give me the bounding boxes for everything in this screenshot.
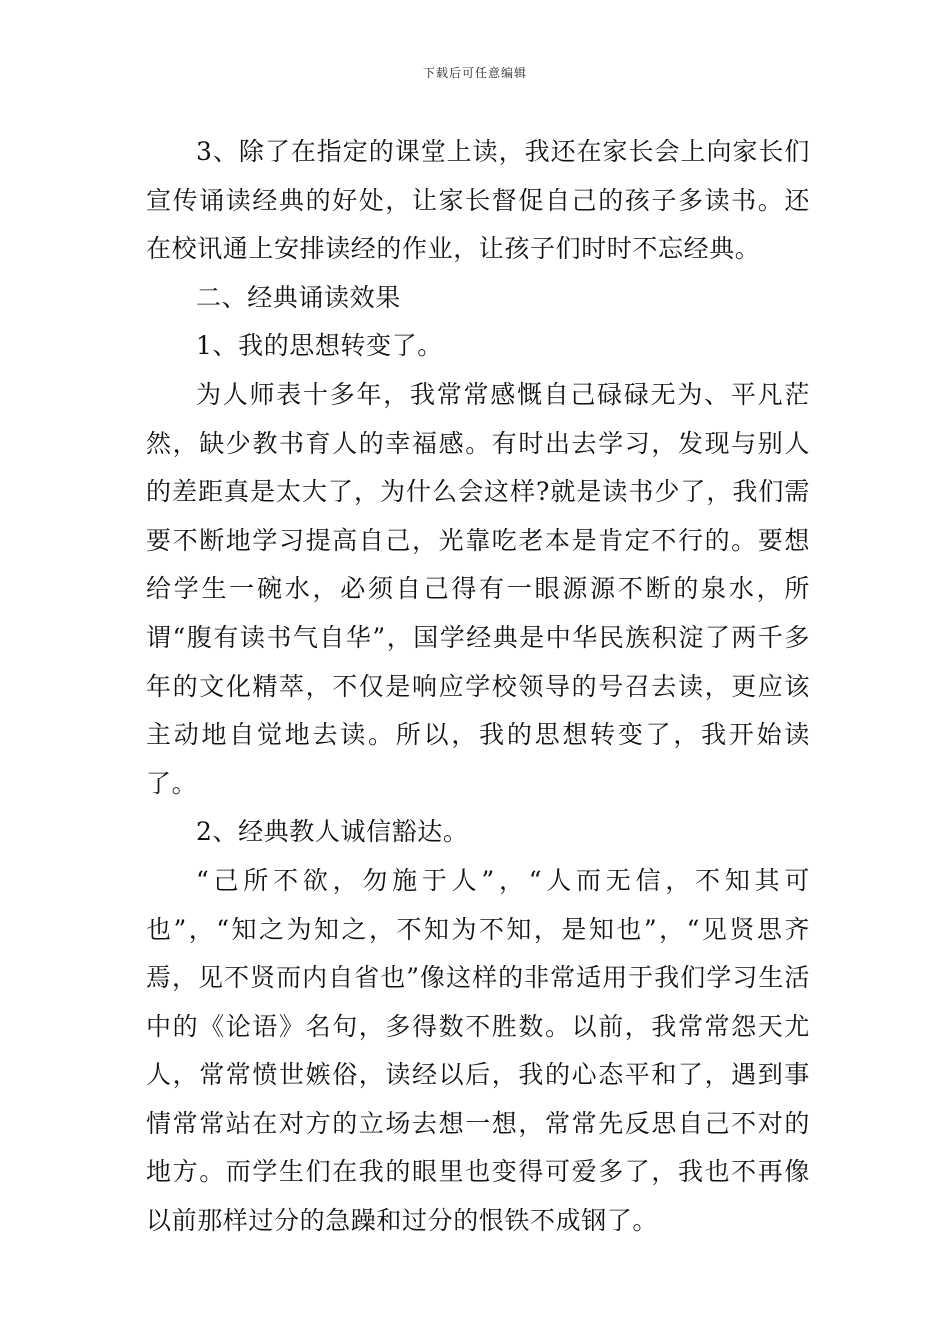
page-header: 下载后可任意编辑 [422,66,527,80]
subheading-integrity: 2、经典教人诚信豁达。 [196,817,469,847]
section-heading-effects: 二、经典诵读效果 [196,282,401,312]
subheading-thinking-changed: 1、我的思想转变了。 [196,331,443,361]
paragraph-integrity: “己所不欲，勿施于人”，“人而无信，不知其可也”，“知之为知之，不知为不知，是知也”，“见贤思齐焉，见不贤而内自省也”像这样的非常适用于我们学习生活中的《论语》名句，多得数不胜数。以前，我常常怨天尤人，常常愤世嫉俗，读经以后，我的心态平和了，遇到事情常常站在对方的立场去想一想，常常先反思自己不对的地方。而学生们在我的眼里也变得可爱多了，我也不再像以前那样过分的急躁和过分的恨铁不成钢了。 [146,865,810,1236]
paragraph-thinking-changed: 为人师表十多年，我常常感慨自己碌碌无为、平凡茫然，缺少教书育人的幸福感。有时出去学习，发现与别人的差距真是太大了，为什么会这样?就是读书少了，我们需要不断地学习提高自己，光靠吃老本是肯定不行的。要想给学生一碗水，必须自己得有一眼源源不断的泉水，所谓“腹有读书气自华”，国学经典是中华民族积淀了两千多年的文化精萃，不仅是响应学校领导的号召去读，更应该主动地自觉地去读。所以，我的思想转变了，我开始读了。 [146,379,810,798]
document-body [146,128,810,1246]
paragraph-parent-promotion: 3、除了在指定的课堂上读，我还在家长会上向家长们宣传诵读经典的好处，让家长督促自己的孩子多读书。还在校讯通上安排读经的作业，让孩子们时时不忘经典。 [146,137,810,264]
